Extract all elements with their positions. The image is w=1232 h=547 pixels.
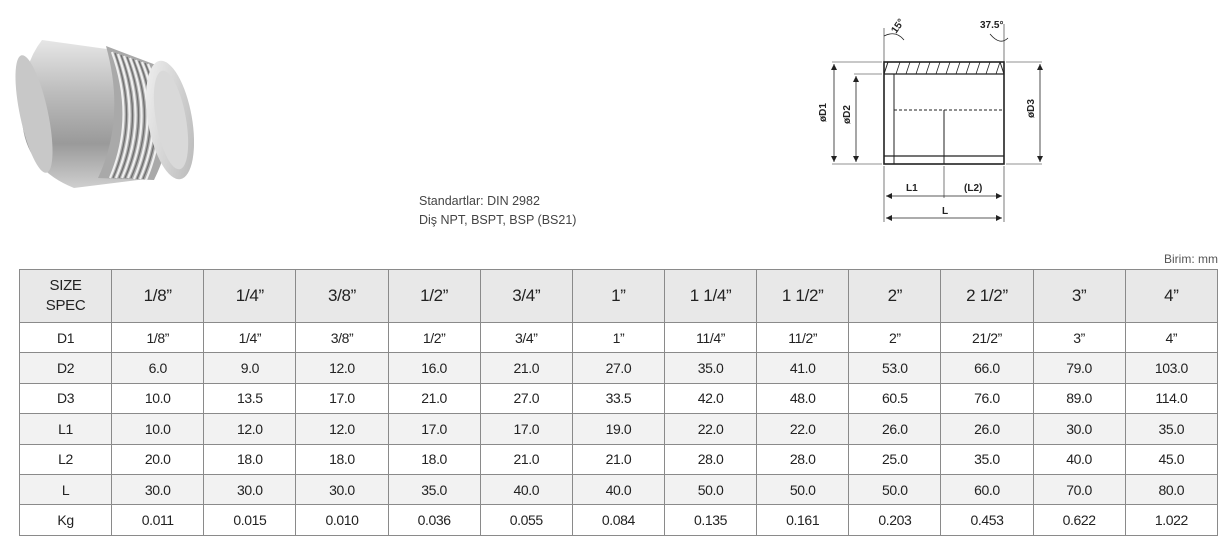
size-column-header: 1 1/4” (664, 270, 756, 323)
standards-line: Standartlar: DIN 2982 (419, 194, 540, 208)
table-cell: 0.036 (388, 505, 480, 535)
table-cell: 1/2” (388, 323, 480, 353)
table-cell: 70.0 (1033, 474, 1125, 504)
table-cell: 6.0 (112, 353, 204, 383)
row-label: D3 (20, 383, 112, 413)
table-cell: 0.084 (572, 505, 664, 535)
table-cell: 27.0 (480, 383, 572, 413)
table-cell: 0.161 (757, 505, 849, 535)
size-spec-header (20, 270, 112, 323)
row-label: D2 (20, 353, 112, 383)
d3-label: øD3 (1026, 99, 1037, 118)
angle-15-label: 15° (889, 17, 908, 36)
table-cell: 60.0 (941, 474, 1033, 504)
spec-header-text: SPEC (45, 297, 86, 314)
table-cell: 18.0 (296, 444, 388, 474)
table-body (20, 323, 1218, 536)
size-column-header: 1/8” (112, 270, 204, 323)
table-cell: 60.5 (849, 383, 941, 413)
size-column-header: 3/8” (296, 270, 388, 323)
pipe-nipple-image (14, 28, 194, 208)
table-cell: 11/4” (664, 323, 756, 353)
table-cell: 26.0 (849, 414, 941, 444)
table-cell: 0.011 (112, 505, 204, 535)
table-cell: 30.0 (1033, 414, 1125, 444)
table-row (20, 323, 1218, 353)
table-cell: 11/2” (757, 323, 849, 353)
table-row (20, 444, 1218, 474)
l1-label: L1 (906, 183, 918, 194)
table-cell: 40.0 (1033, 444, 1125, 474)
table-cell: 1/8” (112, 323, 204, 353)
l2-label: (L2) (964, 183, 983, 194)
table-cell: 12.0 (204, 414, 296, 444)
table-cell: 35.0 (388, 474, 480, 504)
table-cell: 28.0 (664, 444, 756, 474)
size-column-header: 2” (849, 270, 941, 323)
table-cell: 33.5 (572, 383, 664, 413)
table-cell: 2” (849, 323, 941, 353)
l-label: L (942, 206, 949, 217)
table-cell: 22.0 (664, 414, 756, 444)
row-label: L (20, 474, 112, 504)
row-label: L2 (20, 444, 112, 474)
table-cell: 20.0 (112, 444, 204, 474)
table-cell: 53.0 (849, 353, 941, 383)
size-column-header: 1 1/2” (757, 270, 849, 323)
unit-label: Birim: mm (1164, 252, 1218, 266)
table-cell: 40.0 (480, 474, 572, 504)
d1-label: øD1 (818, 103, 829, 122)
table-cell: 41.0 (757, 353, 849, 383)
d2-label: øD2 (842, 105, 853, 124)
table-cell: 18.0 (388, 444, 480, 474)
table-cell: 0.453 (941, 505, 1033, 535)
row-label: Kg (20, 505, 112, 535)
size-column-header: 3” (1033, 270, 1125, 323)
spec-table (19, 269, 1218, 536)
table-cell: 21.0 (388, 383, 480, 413)
table-cell: 19.0 (572, 414, 664, 444)
table-cell: 0.010 (296, 505, 388, 535)
table-cell: 45.0 (1125, 444, 1217, 474)
size-column-header: 3/4” (480, 270, 572, 323)
table-cell: 30.0 (112, 474, 204, 504)
standards-info (419, 192, 576, 230)
row-label: L1 (20, 414, 112, 444)
table-cell: 10.0 (112, 414, 204, 444)
table-row (20, 353, 1218, 383)
angle-37-label: 37.5° (980, 20, 1004, 31)
table-cell: 17.0 (296, 383, 388, 413)
table-cell: 17.0 (480, 414, 572, 444)
thread-types-line: Diş NPT, BSPT, BSP (BS21) (419, 213, 577, 227)
table-cell: 9.0 (204, 353, 296, 383)
table-cell: 30.0 (204, 474, 296, 504)
table-cell: 89.0 (1033, 383, 1125, 413)
size-column-header: 1” (572, 270, 664, 323)
size-column-header: 4” (1125, 270, 1217, 323)
table-cell: 103.0 (1125, 353, 1217, 383)
table-cell: 1.022 (1125, 505, 1217, 535)
table-cell: 28.0 (757, 444, 849, 474)
table-cell: 50.0 (664, 474, 756, 504)
table-cell: 18.0 (204, 444, 296, 474)
size-header-text: SIZE (49, 277, 82, 294)
table-cell: 1/4” (204, 323, 296, 353)
technical-drawing (812, 10, 1052, 230)
table-cell: 26.0 (941, 414, 1033, 444)
row-label: D1 (20, 323, 112, 353)
table-row (20, 505, 1218, 535)
table-cell: 27.0 (572, 353, 664, 383)
table-cell: 12.0 (296, 353, 388, 383)
size-column-header: 1/2” (388, 270, 480, 323)
table-cell: 114.0 (1125, 383, 1217, 413)
table-cell: 66.0 (941, 353, 1033, 383)
table-cell: 10.0 (112, 383, 204, 413)
table-cell: 22.0 (757, 414, 849, 444)
table-cell: 35.0 (664, 353, 756, 383)
table-cell: 40.0 (572, 474, 664, 504)
size-column-header: 1/4” (204, 270, 296, 323)
table-cell: 50.0 (849, 474, 941, 504)
table-cell: 21.0 (480, 444, 572, 474)
table-cell: 79.0 (1033, 353, 1125, 383)
table-cell: 30.0 (296, 474, 388, 504)
table-cell: 4” (1125, 323, 1217, 353)
table-row (20, 383, 1218, 413)
table-cell: 16.0 (388, 353, 480, 383)
table-cell: 0.015 (204, 505, 296, 535)
table-cell: 76.0 (941, 383, 1033, 413)
table-cell: 35.0 (1125, 414, 1217, 444)
table-cell: 0.622 (1033, 505, 1125, 535)
table-cell: 1” (572, 323, 664, 353)
table-cell: 80.0 (1125, 474, 1217, 504)
table-cell: 50.0 (757, 474, 849, 504)
table-cell: 3/4” (480, 323, 572, 353)
table-cell: 12.0 (296, 414, 388, 444)
table-cell: 17.0 (388, 414, 480, 444)
table-cell: 3” (1033, 323, 1125, 353)
table-row (20, 414, 1218, 444)
table-cell: 42.0 (664, 383, 756, 413)
table-cell: 21.0 (572, 444, 664, 474)
table-cell: 48.0 (757, 383, 849, 413)
table-cell: 0.055 (480, 505, 572, 535)
table-cell: 35.0 (941, 444, 1033, 474)
table-cell: 0.135 (664, 505, 756, 535)
table-row (20, 474, 1218, 504)
table-cell: 13.5 (204, 383, 296, 413)
size-column-header: 2 1/2” (941, 270, 1033, 323)
table-cell: 0.203 (849, 505, 941, 535)
table-cell: 3/8” (296, 323, 388, 353)
table-cell: 21.0 (480, 353, 572, 383)
table-cell: 21/2” (941, 323, 1033, 353)
table-header-row (20, 270, 1218, 323)
table-cell: 25.0 (849, 444, 941, 474)
